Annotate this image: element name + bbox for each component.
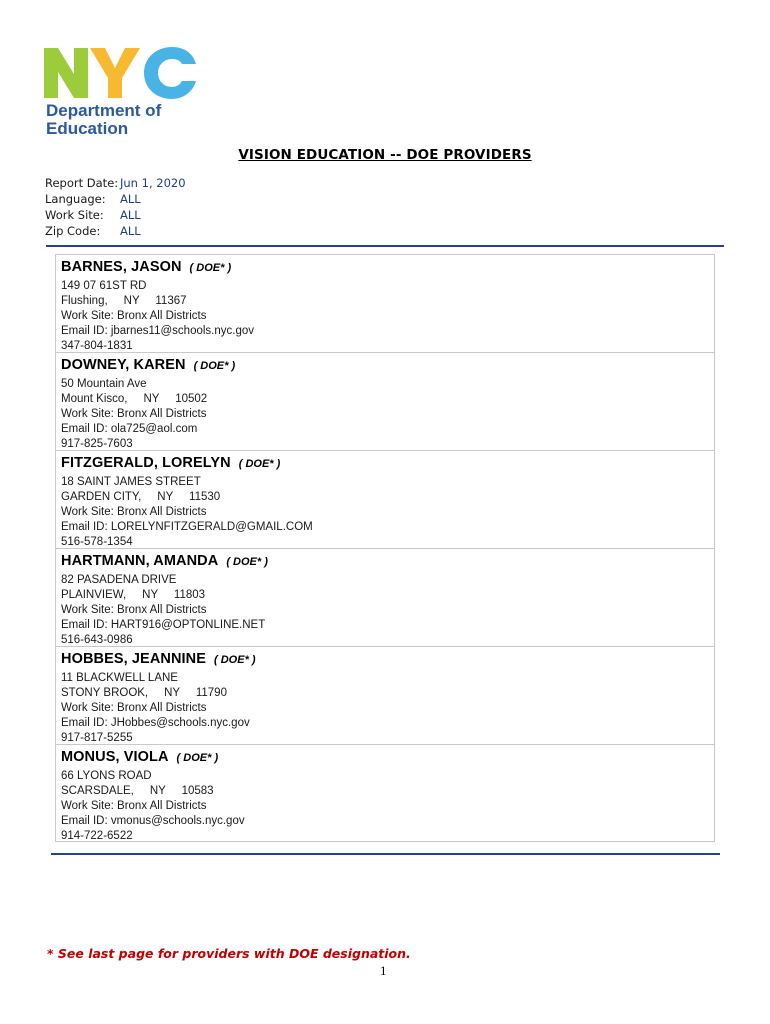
logo-line-1: Department of xyxy=(46,101,162,120)
logo-department-text xyxy=(46,102,161,138)
provider-name-line xyxy=(61,455,714,475)
page-number: 1 xyxy=(380,963,387,978)
provider-tag: ( DOE* ) xyxy=(226,556,268,568)
provider-name-line xyxy=(61,651,714,671)
provider-name-line xyxy=(61,259,714,279)
provider-work-site: Work Site: Bronx All Districts xyxy=(61,604,207,616)
provider-tag: ( DOE* ) xyxy=(189,262,232,274)
provider-tag: ( DOE* ) xyxy=(193,360,236,372)
provider-entry xyxy=(56,255,714,353)
meta-language xyxy=(45,191,186,207)
provider-work-site: Work Site: Bronx All Districts xyxy=(61,310,207,322)
provider-address: 66 LYONS ROAD xyxy=(61,770,152,782)
report-title: VISION EDUCATION -- DOE PROVIDERS xyxy=(238,147,532,163)
provider-email: Email ID: HART916@OPTONLINE.NET xyxy=(61,619,266,631)
provider-phone: 914-722-6522 xyxy=(61,830,133,842)
report-meta xyxy=(45,175,186,239)
meta-label: Report Date: xyxy=(45,176,119,190)
provider-entry xyxy=(56,745,714,841)
provider-name-line xyxy=(61,357,714,377)
meta-zip-code xyxy=(45,223,186,239)
provider-tag: ( DOE* ) xyxy=(214,654,256,666)
nyc-doe-logo xyxy=(44,44,204,142)
provider-address: 11 BLACKWELL LANE xyxy=(61,672,178,684)
provider-phone: 516-643-0986 xyxy=(61,634,133,646)
provider-phone: 917-817-5255 xyxy=(61,732,133,744)
provider-email: Email ID: ola725@aol.com xyxy=(61,423,198,435)
provider-phone: 347-804-1831 xyxy=(61,340,133,352)
provider-city: PLAINVIEW, NY 11803 xyxy=(61,589,206,601)
provider-work-site: Work Site: Bronx All Districts xyxy=(61,800,207,812)
provider-entry xyxy=(56,353,714,451)
provider-entry xyxy=(56,451,714,549)
meta-label: Zip Code: xyxy=(45,224,101,238)
provider-entry xyxy=(56,549,714,647)
provider-email: Email ID: LORELYNFITZGERALD@GMAIL.COM xyxy=(61,521,313,533)
provider-email: Email ID: JHobbes@schools.nyc.gov xyxy=(61,717,250,729)
provider-name: HOBBES, JEANNINE xyxy=(61,651,207,667)
provider-city: SCARSDALE, NY 10583 xyxy=(61,785,214,797)
provider-tag: ( DOE* ) xyxy=(238,458,281,470)
nyc-logo-icon xyxy=(44,44,199,100)
logo-line-2: Education xyxy=(46,119,129,138)
provider-name-line xyxy=(61,749,714,769)
meta-value: ALL xyxy=(120,208,141,222)
provider-work-site: Work Site: Bronx All Districts xyxy=(61,408,207,420)
provider-city: GARDEN CITY, NY 11530 xyxy=(61,491,221,503)
provider-name-line xyxy=(61,553,714,573)
provider-tag: ( DOE* ) xyxy=(176,752,219,764)
provider-work-site: Work Site: Bronx All Districts xyxy=(61,506,207,518)
provider-address: 149 07 61ST RD xyxy=(61,280,147,292)
meta-work-site xyxy=(45,207,186,223)
top-divider xyxy=(46,245,724,247)
provider-city: Mount Kisco, NY 10502 xyxy=(61,393,208,405)
provider-city: Flushing, NY 11367 xyxy=(61,295,187,307)
meta-label: Language: xyxy=(45,192,106,206)
meta-value: Jun 1, 2020 xyxy=(120,176,186,190)
provider-name: BARNES, JASON xyxy=(61,259,182,275)
provider-city: STONY BROOK, NY 11790 xyxy=(61,687,227,699)
provider-email: Email ID: jbarnes11@schools.nyc.gov xyxy=(61,325,254,337)
provider-address: 82 PASADENA DRIVE xyxy=(61,574,177,586)
meta-label: Work Site: xyxy=(45,208,104,222)
meta-value: ALL xyxy=(120,224,141,238)
bottom-divider xyxy=(51,853,720,855)
provider-name: MONUS, VIOLA xyxy=(61,749,169,765)
provider-entry xyxy=(56,647,714,745)
provider-email: Email ID: vmonus@schools.nyc.gov xyxy=(61,815,245,827)
provider-phone: 516-578-1354 xyxy=(61,536,133,548)
provider-name: FITZGERALD, LORELYN xyxy=(61,455,231,471)
meta-report-date xyxy=(45,175,186,191)
provider-phone: 917-825-7603 xyxy=(61,438,133,450)
provider-name: HARTMANN, AMANDA xyxy=(61,553,219,569)
meta-value: ALL xyxy=(120,192,141,206)
provider-name: DOWNEY, KAREN xyxy=(61,357,186,373)
provider-address: 18 SAINT JAMES STREET xyxy=(61,476,201,488)
provider-address: 50 Mountain Ave xyxy=(61,378,147,390)
provider-list xyxy=(55,254,715,842)
footnote: * See last page for providers with DOE designation. xyxy=(47,946,411,961)
provider-work-site: Work Site: Bronx All Districts xyxy=(61,702,207,714)
